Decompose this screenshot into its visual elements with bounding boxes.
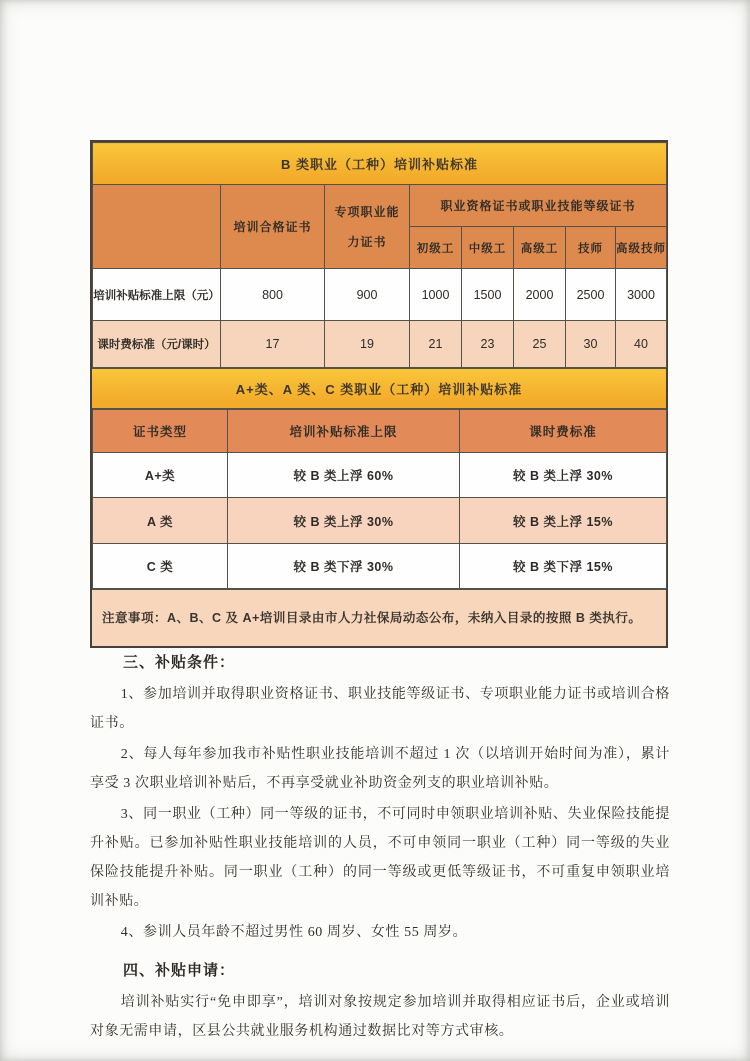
table-b-header-row [93, 185, 667, 227]
cell-value: 23 [462, 321, 514, 368]
cell-value: 2000 [514, 269, 566, 321]
col-header-technician: 技师 [566, 227, 616, 269]
col-group-header-qualification: 职业资格证书或职业技能等级证书 [410, 185, 667, 227]
table-b-banner-row [93, 143, 667, 185]
cell-fee-rule: 较 B 类下浮 15% [460, 544, 667, 589]
cell-class-name: C 类 [93, 544, 228, 589]
subsidy-standards-block [90, 140, 668, 648]
cell-value: 1000 [410, 269, 462, 321]
table-row-a-plus-class [93, 453, 667, 498]
table-row-a-class [93, 498, 667, 544]
cell-class-name: A+类 [93, 453, 228, 498]
cell-value: 19 [325, 321, 410, 368]
cell-value: 800 [221, 269, 325, 321]
cell-fee-rule: 较 B 类上浮 15% [460, 498, 667, 544]
row-label-hourly-fee: 课时费标准（元/课时） [93, 321, 221, 368]
paragraph-application-1: 培训补贴实行“免申即享”，培训对象按规定参加培训并取得相应证书后，企业或培训对象无需申请，区县公共就业服务机构通过数据比对等方式审核。 [90, 995, 670, 1039]
cell-subsidy-rule: 较 B 类下浮 30% [228, 544, 460, 589]
section-heading-subsidy-application: 四、补贴申请： [123, 962, 236, 979]
col-header-special-ability-line2: 力证书 [347, 234, 387, 249]
section-heading-subsidy-conditions: 三、补贴条件： [123, 654, 236, 671]
table-ac-header-row [93, 410, 667, 453]
col-header-subsidy-cap: 培训补贴标准上限 [228, 410, 460, 453]
paragraph-condition-4: 4、参训人员年龄不超过男性 60 周岁、女性 55 周岁。 [120, 925, 468, 940]
paragraph-condition-2: 2、每人每年参加我市补贴性职业技能培训不超过 1 次（以培训开始时间为准），累计享受 3 次职业培训补贴后，不再享受就业补助资金列支的职业培训补贴。 [90, 747, 670, 791]
table-ac-class-subsidy [92, 409, 667, 589]
col-header-senior-worker: 高级工 [514, 227, 566, 269]
cell-class-name: A 类 [93, 498, 228, 544]
col-header-intermediate-worker: 中级工 [462, 227, 514, 269]
note-row: 注意事项：A、B、C 及 A+培训目录由市人力社保局动态公布，未纳入目录的按照 B 类执行。 [92, 589, 666, 646]
col-header-senior-technician: 高级技师 [616, 227, 667, 269]
cell-value: 2500 [566, 269, 616, 321]
table-row-subsidy-cap [93, 269, 667, 321]
table-b-class-subsidy [92, 142, 667, 368]
table-row-hourly-fee [93, 321, 667, 368]
cell-value: 40 [616, 321, 667, 368]
cell-fee-rule: 较 B 类上浮 30% [460, 453, 667, 498]
table-b-title: B 类职业（工种）培训补贴标准 [93, 143, 667, 185]
table-ac-title: A+类、A 类、C 类职业（工种）培训补贴标准 [92, 368, 666, 409]
col-header-special-ability-certificate [325, 185, 410, 269]
cell-value: 30 [566, 321, 616, 368]
row-label-subsidy-cap: 培训补贴标准上限（元） [93, 269, 221, 321]
col-header-certificate-type: 证书类型 [93, 410, 228, 453]
col-header-training-certificate: 培训合格证书 [221, 185, 325, 269]
col-header-junior-worker: 初级工 [410, 227, 462, 269]
cell-value: 21 [410, 321, 462, 368]
paragraph-condition-1: 1、参加培训并取得职业资格证书、职业技能等级证书、专项职业能力证书或培训合格证书。 [90, 687, 670, 731]
col-header-special-ability-line1: 专项职业能 [334, 204, 400, 219]
cell-value: 900 [325, 269, 410, 321]
paragraph-condition-3: 3、同一职业（工种）同一等级的证书，不可同时申领职业培训补贴、失业保险技能提升补贴。已参加补贴性职业技能培训的人员，不可申领同一职业（工种）同一等级的失业保险技能提升补贴。同一职业（工种）的同一等级或更低等级证书，不可重复申领职业培训补贴。 [90, 807, 670, 909]
cell-value: 1500 [462, 269, 514, 321]
body-text [90, 648, 670, 1048]
cell-value: 3000 [616, 269, 667, 321]
corner-empty-cell [93, 185, 221, 269]
cell-value: 17 [221, 321, 325, 368]
cell-value: 25 [514, 321, 566, 368]
table-row-c-class [93, 544, 667, 589]
cell-subsidy-rule: 较 B 类上浮 60% [228, 453, 460, 498]
cell-subsidy-rule: 较 B 类上浮 30% [228, 498, 460, 544]
col-header-hourly-fee: 课时费标准 [460, 410, 667, 453]
